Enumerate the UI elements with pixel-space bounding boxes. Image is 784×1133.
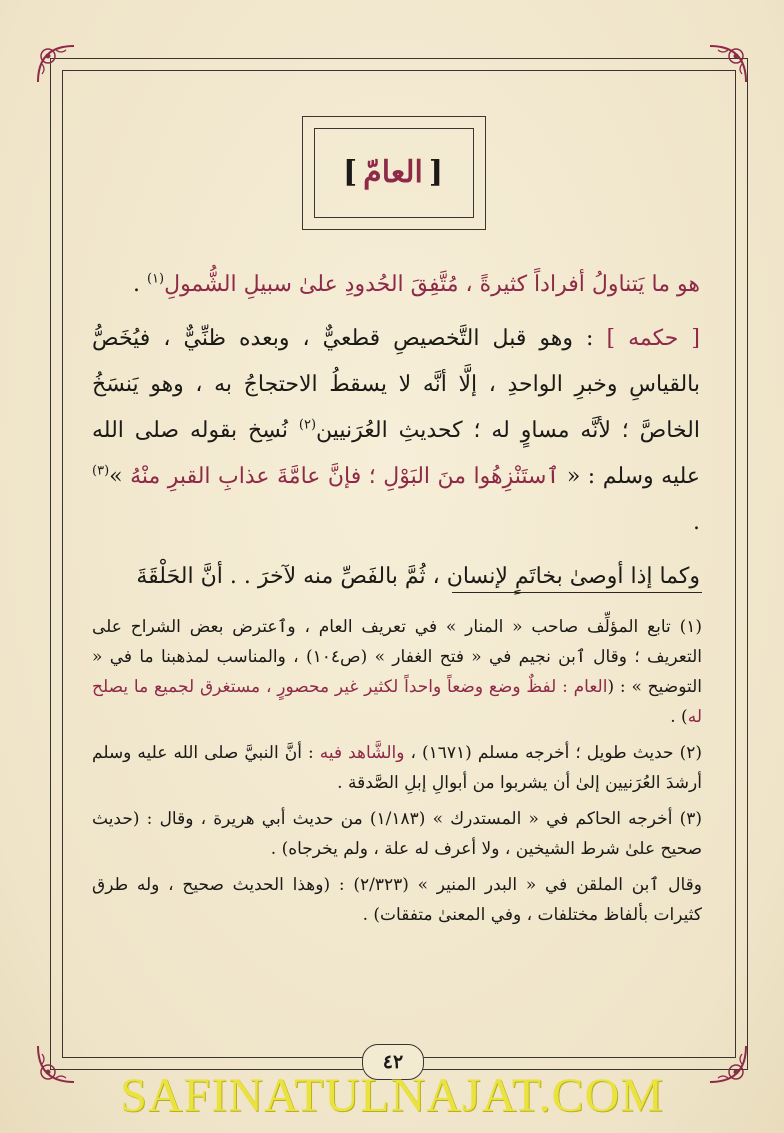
definition-end: . (132, 272, 147, 297)
main-text (92, 262, 700, 608)
hadith-quote: ٱستَنْزِهُوا منَ البَوْلِ ؛ فإنَّ عامَّةَ عذابِ القبرِ منْهُ (130, 464, 560, 489)
footnote-1 (92, 612, 702, 732)
ruling-text-2: نُسِخ بقوله صلى الله عليه وسلم : « (92, 418, 701, 489)
definition-text: هو ما يَتناولُ أفراداً كثيرةً ، مُتَّفِقَ الحُدودِ علىٰ سبيلِ الشُّمولِ (164, 272, 700, 297)
footnote-3 (92, 804, 702, 864)
heading-title: العامّ (363, 154, 423, 190)
footnote-divider (452, 592, 702, 593)
footnote-1-end: ) . (670, 707, 688, 727)
heading-close-bracket: ] (342, 154, 358, 190)
definition-paragraph (92, 262, 700, 308)
page-number: ٤٢ (362, 1044, 424, 1080)
footnotes (92, 612, 702, 936)
example-paragraph (92, 554, 700, 600)
footnote-ref-1: (١) (146, 271, 165, 287)
footnote-ref-2: (٢) (298, 417, 317, 433)
heading-open-bracket: [ (428, 154, 444, 190)
footnote-ref-3: (٣) (92, 463, 110, 479)
section-heading (314, 128, 472, 216)
hadith-close: » (109, 464, 131, 489)
footnote-1-accent: العام : لفظٌ وضع وضعاً واحداً لكثير غير محصورٍ ، مستغرق لجميع ما يصلح له (92, 677, 702, 727)
example-text: وكما إذا أوصىٰ بخاتَمٍ لإنسان ، ثُمَّ بالفَصِّ منه لآخرَ . . أنَّ الحَلْقَةَ (136, 564, 700, 589)
footnote-1-text: (١) تابع المؤلِّف صاحب « المنار » في تعريف العام ، وٱعترض بعض الشراح على التعريف ؛ وقال ٱبن نجيم في « فتح الغفار » (ص١٠٤) ، والمناسب لمذهبنا ما في « التوضيح » : ( (92, 617, 703, 697)
watermark: SAFINATULNAJAT.COM (120, 1069, 664, 1122)
ruling-paragraph (92, 316, 700, 546)
footnote-2 (92, 738, 702, 798)
footnote-2-text: (٢) حديث طويل ؛ أخرجه مسلم (١٦٧١) ، (404, 743, 702, 763)
footnote-2-accent: والشَّاهد فيه (319, 743, 405, 763)
footnote-2-end: : أنَّ النبيَّ صلى الله عليه وسلم أرشدَ العُرَنيين إلىٰ أن يشربوا من أبوالِ إبلِ الصَّدقة . (92, 743, 702, 793)
footnote-4-text: وقال ٱبن الملقن في « البدر المنير » (٢/٣٢٣) : (وهذا الحديث صحيح ، وله طرق كثيرات بألفاظ مختلفات ، وفي المعنىٰ متفقات) . (92, 875, 702, 925)
corner-ornament-top-left-icon (34, 42, 80, 88)
corner-ornament-top-right-icon (704, 42, 750, 88)
ruling-label: [ حكمه ] (606, 326, 700, 351)
ruling-text-1: : وهو قبل التَّخصيصِ قطعيٌّ ، وبعده ظنِّيٌّ ، فيُخَصُّ بالقياسِ وخبرِ الواحدِ ، إلَّا أنَّه لا يسقطُ الاحتجاجُ به ، وهو يَنسَخُ الخاصَّ ؛ لأنَّه مساوٍ له ؛ كحديثِ العُرَنيين (92, 326, 700, 443)
footnote-3-text: (٣) أخرجه الحاكم في « المستدرك » (١/١٨٣) من حديث أبي هريرة ، وقال : (حديث صحيح علىٰ شرط الشيخين ، ولا أعرف له علة ، ولم يخرجاه) . (92, 809, 703, 859)
footnote-3-continued (92, 870, 702, 930)
ruling-end: . (693, 510, 700, 535)
